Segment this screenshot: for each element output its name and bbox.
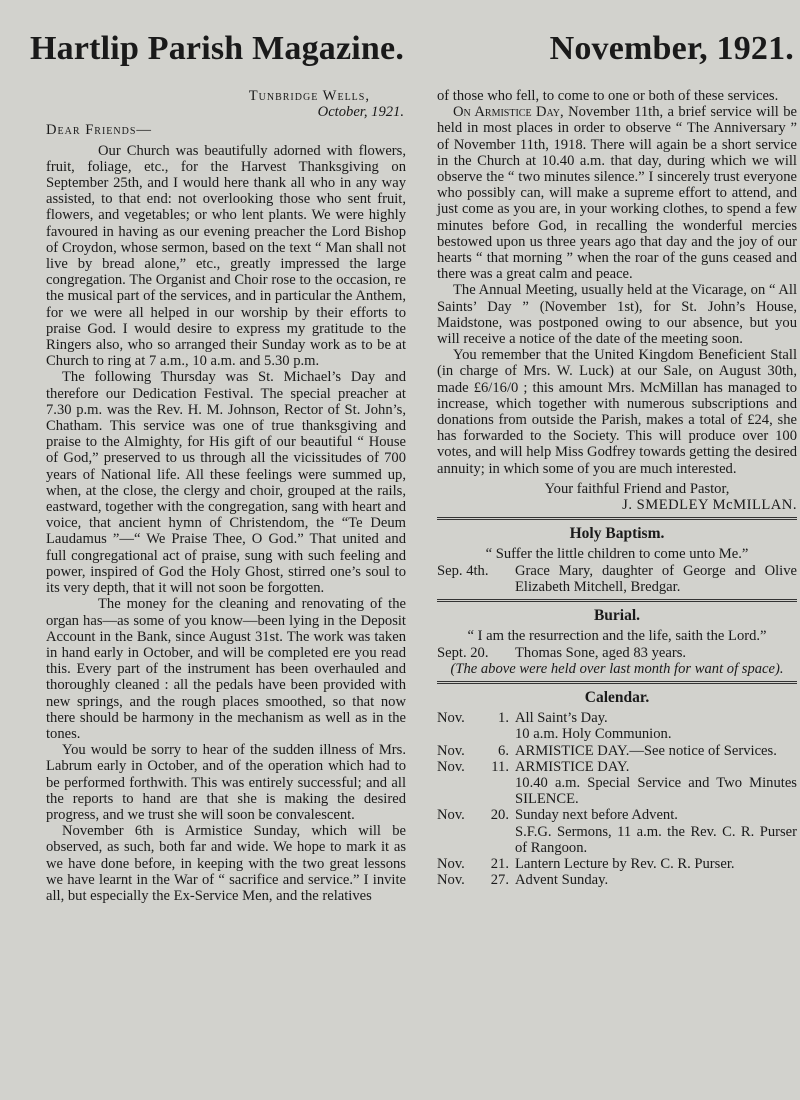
calendar-month: Nov. [437, 758, 465, 775]
letter-date: October, 1921. [317, 104, 404, 121]
letter-paragraph: November 6th is Armistice Sunday, which will be observed, as such, both far and wide. We hope to mark it as we have done before, in keeping with the two great lessons we have learnt in the War of “ sacrifice and service.” I invite all, but especially the Ex-Service Men, and the relatives [46, 823, 406, 904]
calendar-day: 1. [498, 710, 509, 727]
calendar-row [437, 856, 797, 872]
letter-paragraph: The money for the cleaning and renovating of the organ has—as some of you know—been lying in the Deposit Account in the Bank, since August 31st. The work was taken in hand early in October, and will be completed ere you read this. Every part of the instrument has been overhauled and thoroughly cleaned : all the pedals have been provided with new springs, and the rough places smoothed, so that now there should be harmony in the mechanism as well as in the tones. [46, 596, 406, 742]
entry-text: Thomas Sone, aged 83 years. [515, 644, 687, 661]
burial-title: Burial. [593, 607, 641, 625]
baptism-entry [437, 563, 797, 595]
calendar-line: All Saint’s Day. [515, 710, 608, 727]
letter-paragraph: The Annual Meeting, usually held at the Vicarage, on “ All Saints’ Day ” (November 1st), for St. John’s House, Maidstone, was postponed owing to our absence, but you will receive a notice of the date of the meeting soon. [437, 282, 797, 348]
letter-salutation: Dear Friends— [46, 122, 153, 139]
calendar-line: S.F.G. Sermons, 11 a.m. the Rev. C. R. Purser of Rangoon. [515, 823, 797, 856]
calendar-line: Sunday next before Advent. [515, 807, 678, 824]
calendar-month: Nov. [437, 855, 465, 872]
section-divider [437, 599, 797, 602]
letter-signature: J. SMEDLEY McMILLAN. [622, 497, 797, 514]
calendar-month: Nov. [437, 710, 465, 727]
magazine-title: Hartlip Parish Magazine. [30, 30, 405, 67]
section-divider [437, 517, 797, 520]
section-divider [437, 681, 797, 684]
calendar-day: 21. [490, 855, 509, 872]
burial-quote: “ I am the resurrection and the life, saith the Lord.” [467, 628, 767, 645]
calendar-row [437, 710, 797, 742]
calendar-text [515, 856, 797, 872]
burial-note: (The above were held over last month for want of space). [450, 660, 784, 677]
armistice-text: November 11th, a brief service will be held in most places in order to observe “ The Anniversary ” of November 11th, 1918. There will again be a short service in the Church at 10.40 a.m. that day, during which we will observe the “ two minutes silence.” I sincerely trust everyone who possibly can, will make a supreme effort to attend, and just come as you are, in your working clothes, to spend a few minutes before God, in recalling the wonderful mercies bestowed upon us three years ago that day and the joy of our hearts “ that morning ” when the roar of the guns ceased and there was a great calm and peace. [437, 104, 797, 283]
entry-date: Sept. 20. [437, 644, 489, 661]
calendar-text [515, 872, 797, 888]
letter-paragraph: You remember that the United Kingdom Beneficient Stall (in charge of Mrs. W. Luck) at our Sale, on August 30th, made £6/16/0 ; this amount Mrs. McMillan has managed to increase, which together with numerous subscriptions and donations from outside the Parish, makes a total of £24, she has forwarded to the Society. This will produce over 100 votes, and will help Miss Godfrey towards getting the desired annuity; in which some of you are much interested. [437, 347, 797, 477]
letter-continuation: of those who fell, to come to one or both of these services. [437, 88, 779, 104]
burial-entry [437, 645, 797, 661]
letter-closing: Your faithful Friend and Pastor, [544, 480, 730, 497]
calendar-day: 27. [490, 872, 509, 889]
baptism-quote: “ Suffer the little children to come unto Me.” [485, 546, 749, 563]
issue-date: November, 1921. [549, 30, 794, 67]
calendar-day: 11. [491, 758, 509, 775]
calendar-month: Nov. [437, 872, 465, 889]
letter-paragraph: You would be sorry to hear of the sudden illness of Mrs. Labrum early in October, and of the operation which had to be performed forthwith. This was entirely successful; and all the reports to hand are that she is making the desired progress, and we trust she will soon be convalescent. [46, 742, 406, 823]
left-column [46, 88, 406, 904]
calendar-row [437, 807, 797, 856]
right-column [437, 88, 797, 888]
entry-date: Sep. 4th. [437, 562, 489, 579]
calendar-list [437, 710, 797, 888]
calendar-month: Nov. [437, 807, 465, 824]
calendar-line: ARMISTICE DAY. [515, 758, 630, 775]
calendar-line: Advent Sunday. [515, 872, 609, 889]
calendar-day: 20. [490, 807, 509, 824]
calendar-day: 6. [498, 742, 509, 759]
calendar-text [515, 759, 797, 808]
baptism-title: Holy Baptism. [569, 525, 665, 543]
calendar-text [515, 807, 797, 856]
masthead [30, 30, 794, 78]
letter-paragraph [437, 104, 797, 282]
armistice-lead: On Armistice Day, [453, 104, 564, 121]
calendar-text [515, 743, 797, 759]
calendar-row [437, 759, 797, 808]
calendar-line: 10 a.m. Holy Communion. [515, 726, 672, 743]
calendar-row [437, 872, 797, 888]
calendar-line: 10.40 a.m. Special Service and Two Minutes SILENCE. [515, 774, 797, 808]
calendar-row [437, 743, 797, 759]
letter-paragraph: The following Thursday was St. Michael’s Day and therefore our Dedication Festival. The special preacher at 7.30 p.m. was the Rev. H. M. Johnson, Rector of St. John’s, Chatham. This service was one of true thanksgiving and praise to the Almighty, for His gift of our beautiful “ House of God,” preserved to us through all the vicissitudes of 700 years of National life. All these feelings were summed up, when, at the close, the clergy and choir, grouped at the rails, eastward, together with the congregation, sang with heart and voice, that ancient hymn of Christendom, the “Te Deum Laudamus ”—“ We Praise Thee, O God.” That united and full congregational act of praise, sung with such feeling and power, inspired of God the Holy Ghost, stirred one’s soul to its very depth, that it will not soon be forgotten. [46, 369, 406, 597]
calendar-text [515, 710, 797, 742]
calendar-line: ARMISTICE DAY.—See notice of Services. [515, 742, 777, 759]
calendar-month: Nov. [437, 742, 465, 759]
calendar-line: Lantern Lecture by Rev. C. R. Purser. [515, 855, 735, 872]
letter-paragraph: Our Church was beautifully adorned with flowers, fruit, foliage, etc., for the Harvest Thanksgiving on September 25th, and I would here thank all who in any way assisted, to that end: not overlooking those who sent fruit, flowers, and vegetables; or who lent plants. We were highly favoured in having as our evening preacher the Lord Bishop of Croydon, whose sermon, based on the text “ Man shall not live by bread alone,” etc., greatly impressed the large congregation. The Organist and Choir rose to the occasion, re the musical part of the services, and in particular the Anthem, for we were all helped in our worship by their efforts to praise God. I would desire to express my gratitude to the Ringers also, who so arranged their Sunday work as to be at Church to ring at 7 a.m., 10 a.m. and 5.30 p.m. [46, 142, 406, 370]
entry-text: Grace Mary, daughter of George and Olive Elizabeth Mitchell, Bredgar. [515, 562, 797, 595]
calendar-title: Calendar. [584, 688, 650, 706]
letter-place: Tunbridge Wells, [248, 88, 370, 104]
